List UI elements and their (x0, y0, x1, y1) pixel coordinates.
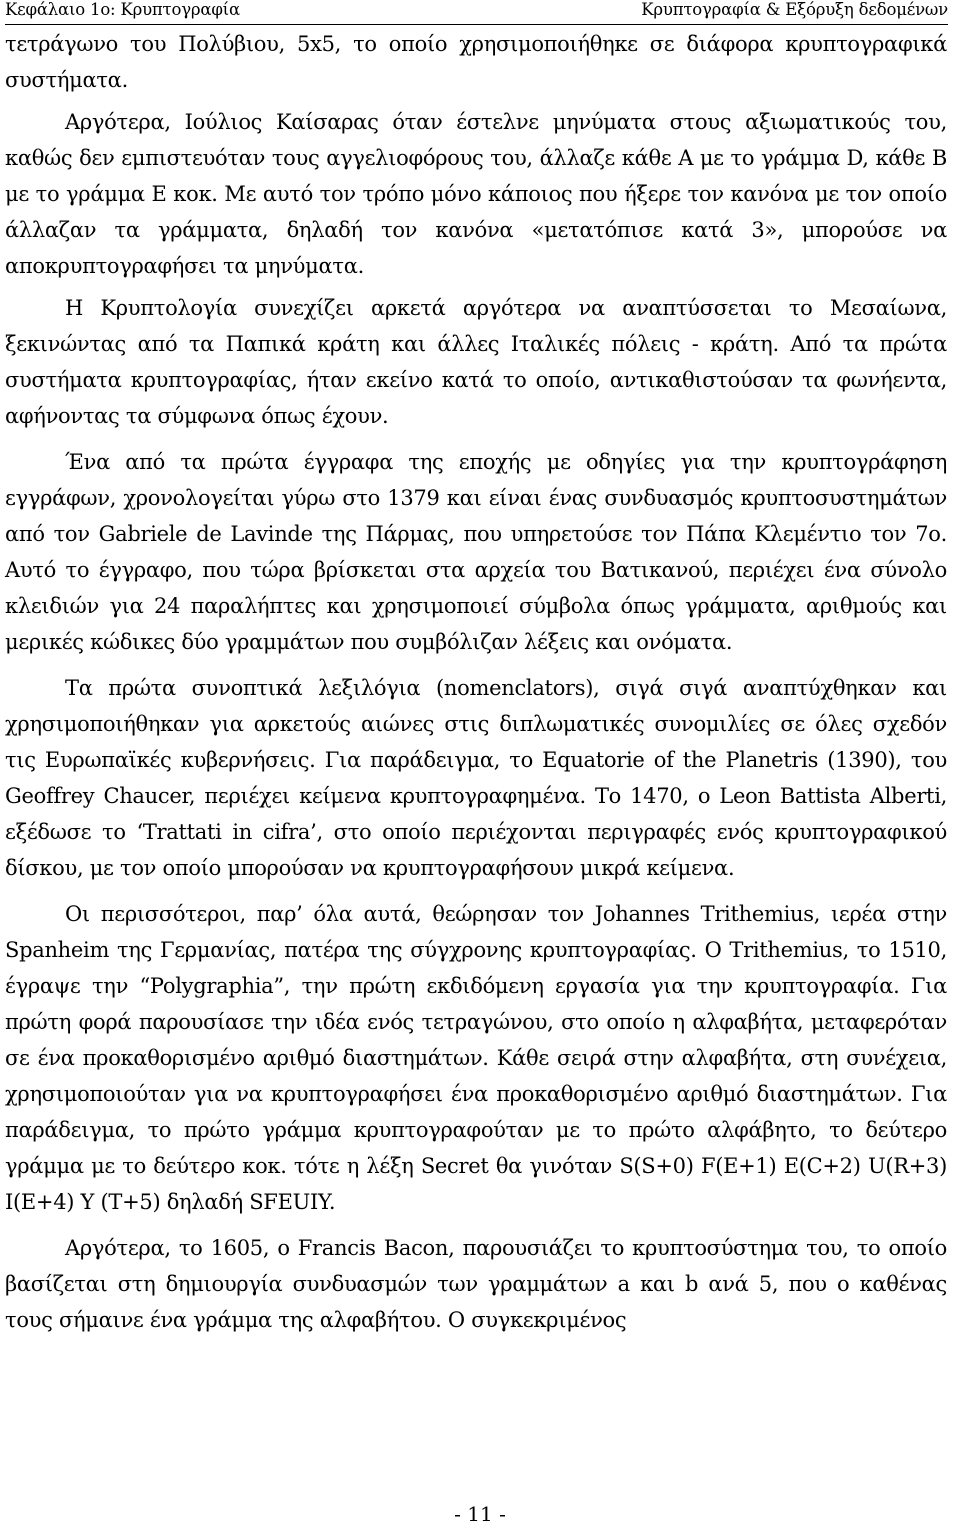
page-number: - 11 - (454, 1502, 506, 1526)
paragraph-nomenclators: Τα πρώτα συνοπτικά λεξιλόγια (nomenclators), σιγά σιγά αναπτύχθηκαν και χρησιμοποιήθηκαν για αρκετούς αιώνες στις διπλωματικές συνομιλίες σε όλες σχεδόν τις Ευρωπαϊκές κυβερνήσεις. Για παράδειγμα, το Equatorie of the Planetris (1390), του Geoffrey Chaucer, περιέχει κείμενα κρυπτογραφημένα. Το 1470, ο Leon Battista Alberti, εξέδωσε το ‘Trattati in cifra’, στο οποίο περιέχονται περιγραφές ενός κρυπτογραφικού δίσκου, με τον οποίο μπορούσαν να κρυπτογραφήσουν μικρά κείμενα. (5, 676, 947, 880)
page-body (5, 26, 947, 1338)
paragraph-trithemius: Οι περισσότεροι, παρ’ όλα αυτά, θεώρησαν τον Johannes Trithemius, ιερέα στην Spanheim της Γερμανίας, πατέρα της σύγχρονης κρυπτογραφίας. Ο Trithemius, το 1510, έγραψε την “Polygraphia”, την πρώτη εκδιδόμενη εργασία για την κρυπτογραφία. Για πρώτη φορά παρουσίασε την ιδέα ενός τετραγώνου, στο οποίο η αλφαβήτα, μεταφερόταν σε ένα προκαθορισμένο αριθμό διαστημάτων. Κάθε σειρά στην αλφαβήτα, στη συνέχεια, χρησιμοποιούταν για να κρυπτογραφήσει ένα προκαθορισμένο αριθμό διαστημάτων. Για παράδειγμα, το πρώτο γράμμα κρυπτογραφούταν με το πρώτο αλφάβητο, το δεύτερο γράμμα με το δεύτερο κοκ. τότε η λέξη Secret θα γινόταν S(S+0) F(E+1) E(C+2) U(R+3) I(E+4) Y (T+5) δηλαδή SFEUIY. (5, 902, 947, 1214)
paragraph-caesar: Αργότερα, Ιούλιος Καίσαρας όταν έστελνε μηνύματα στους αξιωματικούς του, καθώς δεν εμπιστευόταν τους αγγελιοφόρους του, άλλαζε κάθε A με το γράμμα D, κάθε B με το γράμμα E κοκ. Με αυτό τον τρόπο μόνο κάποιος που ήξερε τον κανόνα με τον οποίο άλλαζαν τα γράμματα, δηλαδή τον κανόνα «μετατόπισε κατά 3», μπορούσε να αποκρυπτογραφήσει τα μηνύματα. (5, 110, 947, 278)
running-header (5, 0, 948, 22)
paragraph-middle-ages: Η Κρυπτολογία συνεχίζει αρκετά αργότερα να αναπτύσσεται το Μεσαίωνα, ξεκινώντας από τα Παπικά κράτη και άλλες Ιταλικές πόλεις - κράτη. Από τα πρώτα συστήματα κρυπτογραφίας, ήταν εκείνο κατά το οποίο, αντικαθιστούσαν τα φωνήεντα, αφήνοντας τα σύμφωνα όπως έχουν. (5, 296, 947, 428)
paragraph-continuation: τετράγωνο του Πολύβιου, 5x5, το οποίο χρησιμοποιήθηκε σε διάφορα κρυπτογραφικά συστήματα. (5, 32, 947, 92)
chapter-title: Κεφάλαιο 1ο: Κρυπτογραφία (5, 0, 240, 19)
header-rule (5, 24, 948, 25)
paragraph-first-documents: Ένα από τα πρώτα έγγραφα της εποχής με οδηγίες για την κρυπτογράφηση εγγράφων, χρονολογείται γύρω στο 1379 και είναι ένας συνδυασμός κρυπτοσυστημάτων από τον Gabriele de Lavinde της Πάρμας, που υπηρετούσε τον Πάπα Κλεμέντιο τον 7ο. Αυτό το έγγραφο, που τώρα βρίσκεται στα αρχεία του Βατικανού, περιέχει ένα σύνολο κλειδιών για 24 παραλήπτες και χρησιμοποιεί σύμβολα όπως γράμματα, αριθμούς και μερικές κώδικες δύο γραμμάτων που συμβόλιζαν λέξεις και ονόματα. (5, 450, 947, 654)
paragraph-bacon: Αργότερα, το 1605, ο Francis Bacon, παρουσιάζει το κρυπτοσύστημα του, το οποίο βασίζεται στη δημιουργία συνδυασμών των γραμμάτων a και b ανά 5, που ο καθένας τους σήμαινε ένα γράμμα της αλφαβήτου. Ο συγκεκριμένος (5, 1236, 947, 1332)
book-title: Κρυπτογραφία & Εξόρυξη δεδομένων (641, 0, 948, 19)
